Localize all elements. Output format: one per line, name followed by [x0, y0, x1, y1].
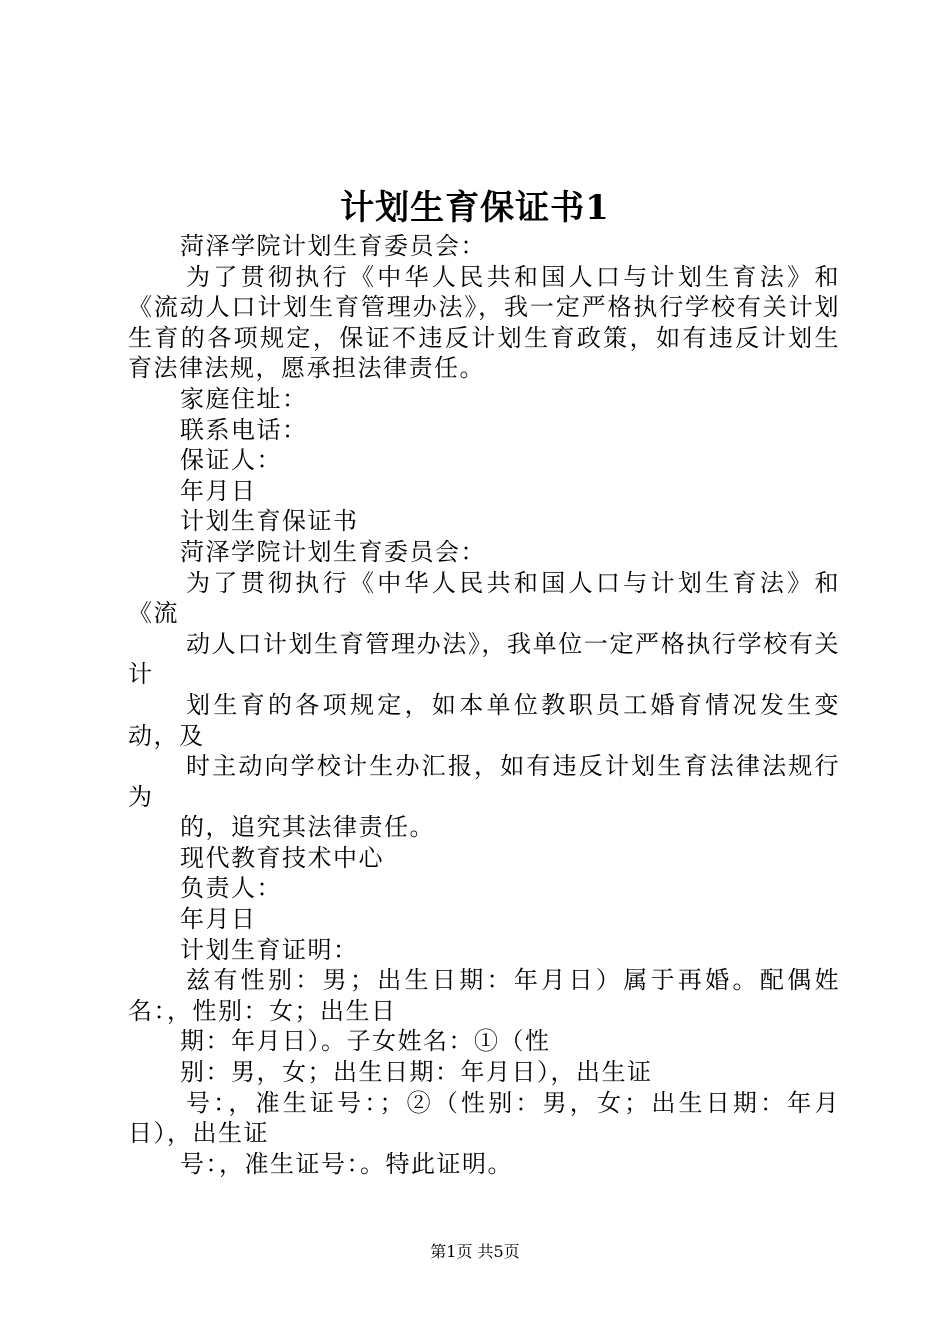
page-number: 第1页 共5页: [430, 1242, 520, 1261]
section-heading-certificate: 计划生育证明：: [180, 935, 359, 964]
certificate-line: 号：，准生证号：；②（性别：男，女；出生日期：年月日），出生证: [128, 1088, 840, 1148]
unit-name: 现代教育技术中心: [180, 843, 384, 872]
certificate-line: 兹有性别：男；出生日期：年月日）属于再婚。配偶姓名：，性别：女；出生日: [128, 966, 840, 1025]
certificate-line: 别：男，女；出生日期：年月日），出生证: [180, 1058, 653, 1087]
guarantor-label: 保证人：: [180, 446, 282, 475]
unit-pledge-line: 时主动向学校计生办汇报，如有违反计划生育法律法规行为: [128, 752, 840, 811]
unit-pledge-line: 的，追究其法律责任。: [180, 813, 435, 842]
document-body: [128, 231, 840, 1179]
unit-pledge-line: 动人口计划生育管理办法》，我单位一定严格执行学校有关计: [128, 629, 840, 689]
addressee-line: 菏泽学院计划生育委员会：: [180, 537, 486, 566]
date-label: 年月日: [180, 905, 257, 934]
certificate-line: 号：，准生证号：。特此证明。: [180, 1149, 513, 1178]
section-heading-pledge: 计划生育保证书: [180, 507, 359, 536]
unit-pledge-line: 为了贯彻执行《中华人民共和国人口与计划生育法》和《流: [128, 568, 840, 628]
date-label: 年月日: [180, 476, 257, 505]
certificate-line: 期：年月日）。子女姓名：①（性: [180, 1027, 551, 1056]
pledge-paragraph: 为了贯彻执行《中华人民共和国人口与计划生育法》和《流动人口计划生育管理办法》，我一定严格执行学校有关计划生育的各项规定，保证不违反计划生育政策，如有违反计划生育法律法规，愿承担法律责任。: [128, 262, 840, 383]
document-title: 计划生育保证书1: [340, 188, 610, 228]
responsible-person-label: 负责人：: [180, 874, 282, 903]
phone-label: 联系电话：: [180, 415, 308, 444]
unit-pledge-line: 划生育的各项规定，如本单位教职员工婚育情况发生变动，及: [128, 690, 840, 750]
addressee-line: 菏泽学院计划生育委员会：: [180, 232, 486, 260]
home-address-label: 家庭住址：: [180, 384, 308, 413]
